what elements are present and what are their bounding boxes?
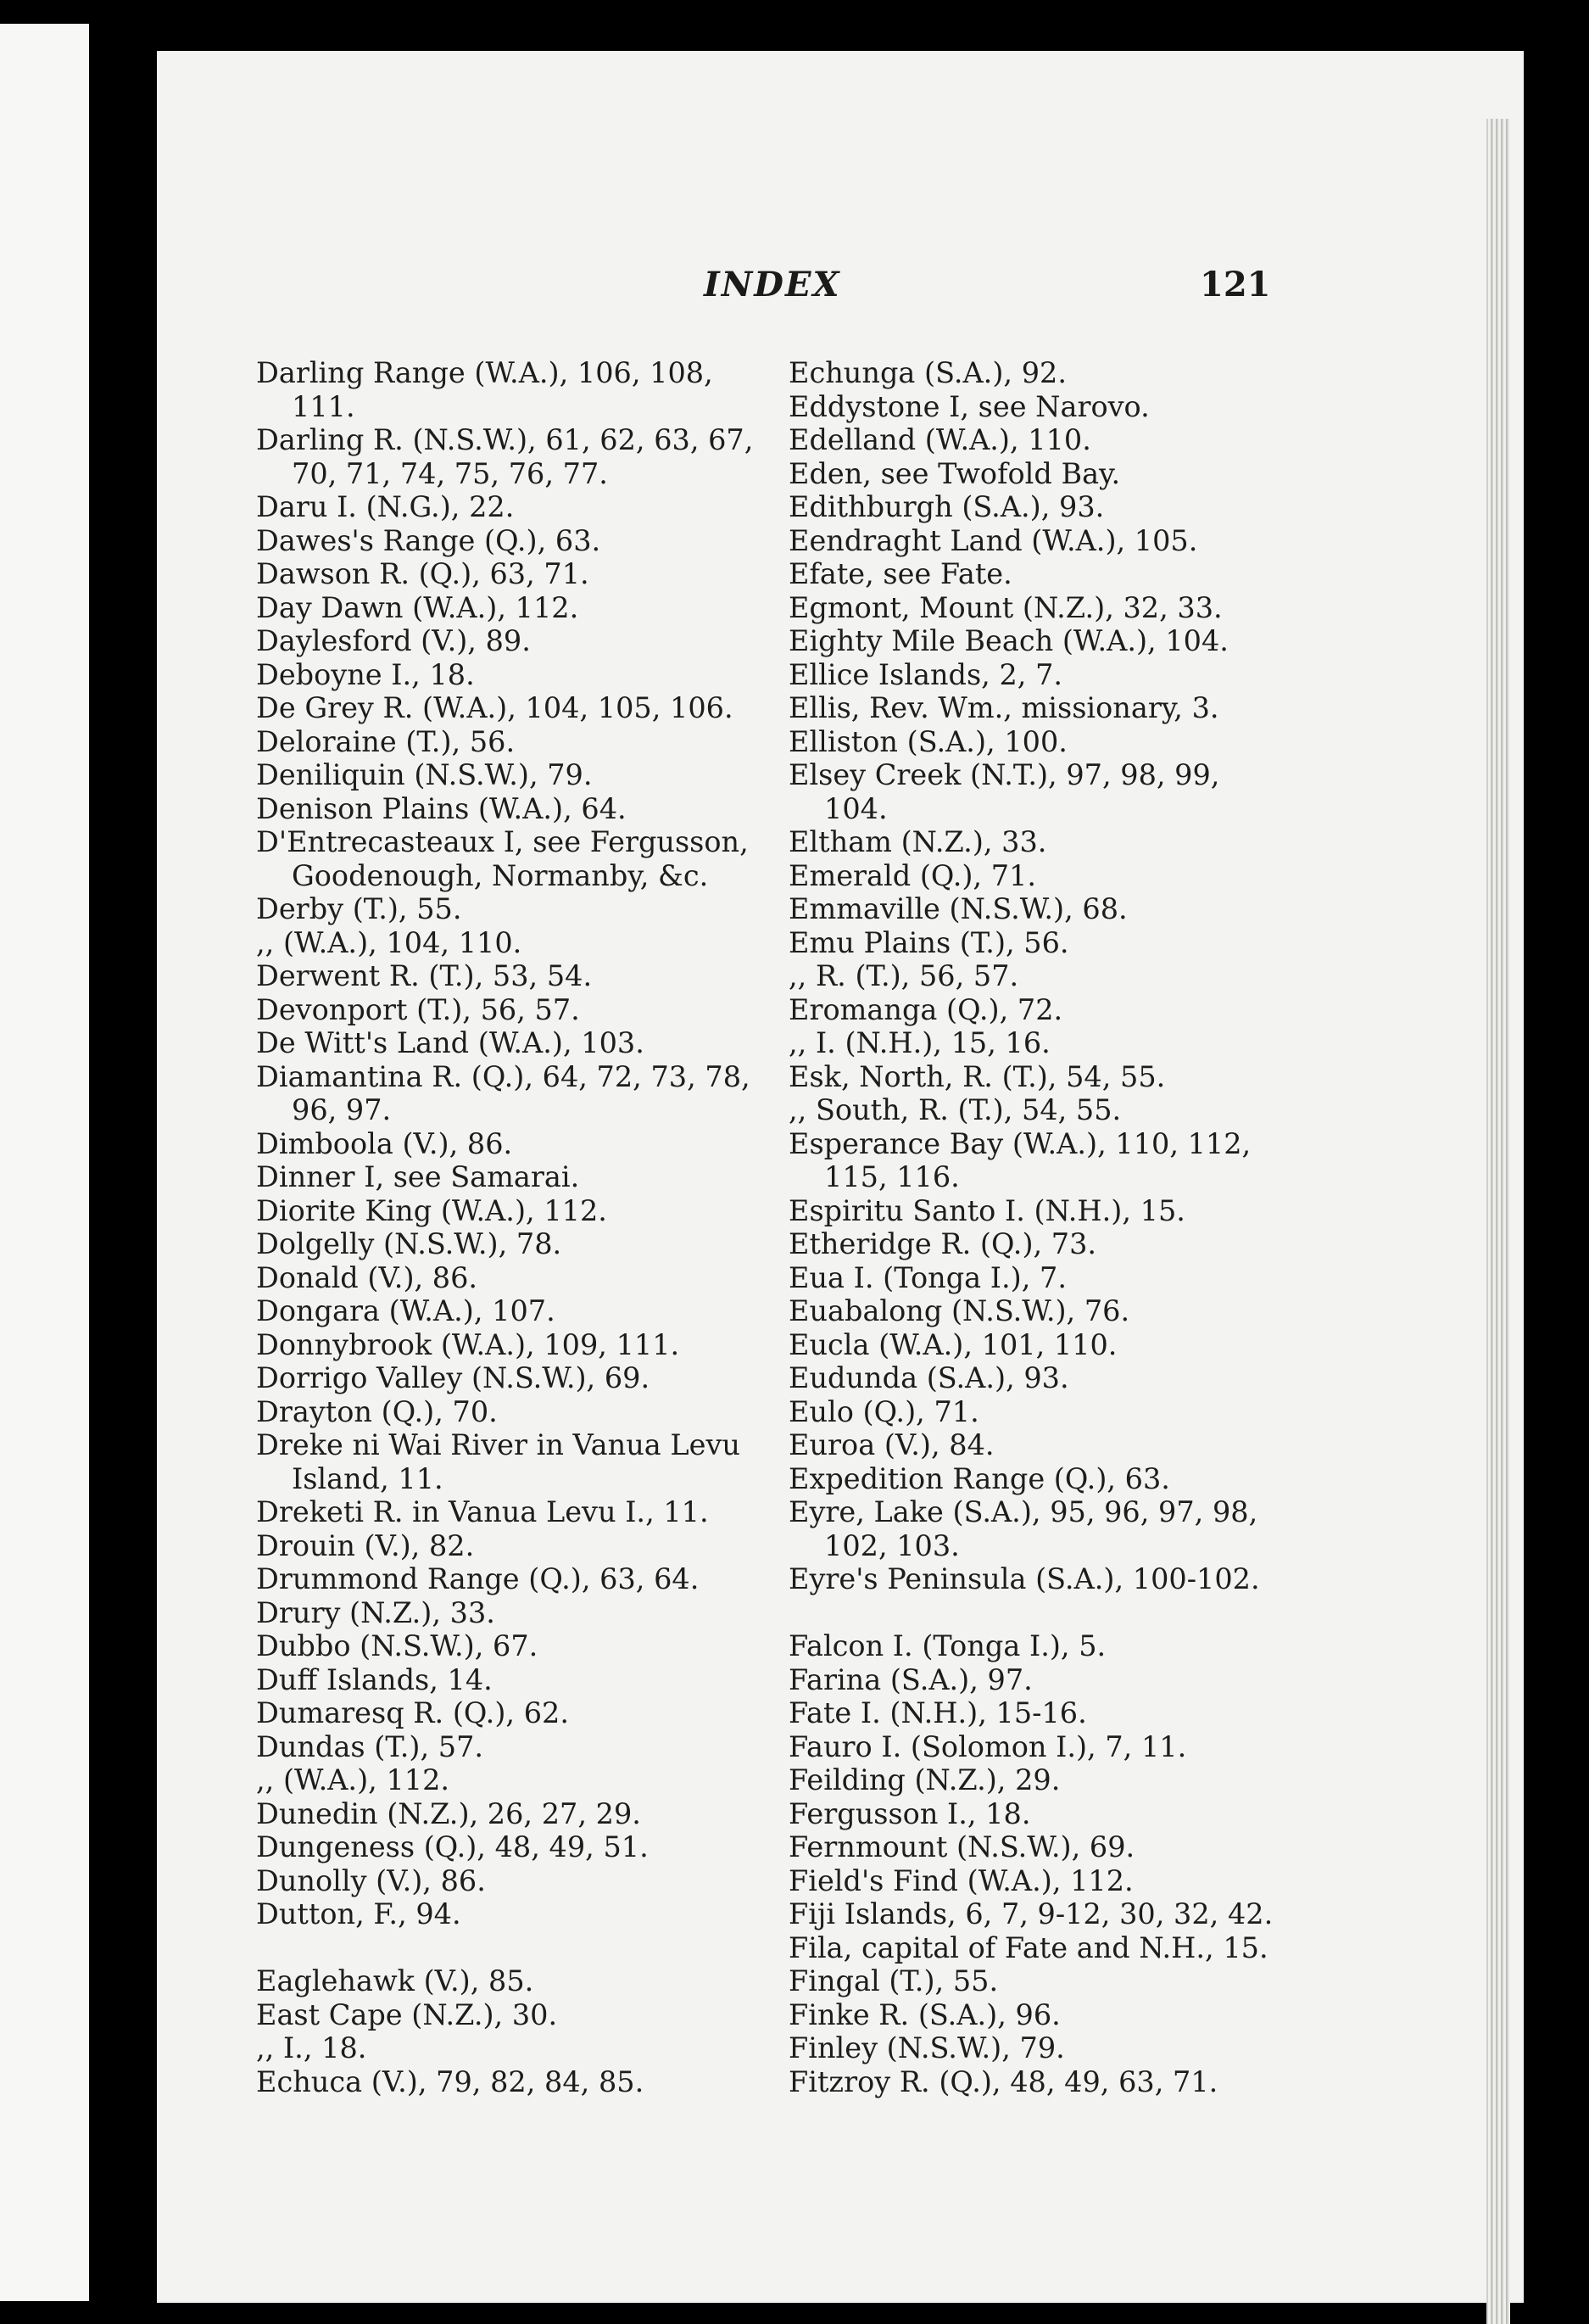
index-entry: Elliston (S.A.), 100. <box>789 724 1068 758</box>
index-entry: Eyre's Peninsula (S.A.), 100-102. <box>789 1562 1260 1595</box>
index-entry: Dreketi R. in Vanua Levu I., 11. <box>256 1495 709 1528</box>
index-entry: Esperance Bay (W.A.), 110, 112, 115, 116. <box>789 1126 1252 1193</box>
index-entry: Donnybrook (W.A.), 109, 111. <box>256 1327 680 1361</box>
index-entry: Egmont, Mount (N.Z.), 32, 33. <box>789 590 1223 624</box>
index-entry: Ellice Islands, 2, 7. <box>789 657 1063 691</box>
index-entry: Eromanga (Q.), 72. <box>789 992 1063 1026</box>
index-entry: Diamantina R. (Q.), 64, 72, 73, 78, 96, 97. <box>256 1059 750 1126</box>
index-column-left <box>256 356 756 2098</box>
index-entry: Drouin (V.), 82. <box>256 1528 475 1562</box>
index-entry: Fernmount (N.S.W.), 69. <box>789 1830 1135 1863</box>
index-entry: Dongara (W.A.), 107. <box>256 1294 555 1327</box>
index-entry: ,, (W.A.), 112. <box>256 1763 450 1796</box>
section-gap <box>256 1931 756 1965</box>
index-entry: Eyre, Lake (S.A.), 95, 96, 97, 98, 102, 103. <box>789 1495 1258 1562</box>
index-entry: Fiji Islands, 6, 7, 9-12, 30, 32, 42. <box>789 1897 1274 1930</box>
index-entry: Elsey Creek (N.T.), 97, 98, 99, 104. <box>789 758 1220 825</box>
index-entry: Efate, see Fate. <box>789 557 1012 590</box>
index-entry: Euroa (V.), 84. <box>789 1428 995 1461</box>
index-entry: Eulo (Q.), 71. <box>789 1394 979 1428</box>
index-entry: ,, (W.A.), 104, 110. <box>256 925 522 959</box>
index-entry: Denison Plains (W.A.), 64. <box>256 791 627 825</box>
index-entry: East Cape (N.Z.), 30. <box>256 1997 558 2031</box>
index-entry: Feilding (N.Z.), 29. <box>789 1763 1061 1796</box>
index-entry: Deniliquin (N.S.W.), 79. <box>256 758 593 791</box>
index-entry: Drayton (Q.), 70. <box>256 1394 498 1428</box>
index-entry: Deloraine (T.), 56. <box>256 724 516 758</box>
index-entry: D'Entrecasteaux I, see Fergusson, Goodenough, Normanby, &c. <box>256 825 749 892</box>
index-entry: Eltham (N.Z.), 33. <box>789 825 1047 858</box>
index-entry: Dinner I, see Samarai. <box>256 1160 580 1193</box>
index-entry: Eighty Mile Beach (W.A.), 104. <box>789 624 1229 657</box>
index-entry: Eua I. (Tonga I.), 7. <box>789 1260 1068 1294</box>
index-entry: Ellis, Rev. Wm., missionary, 3. <box>789 691 1219 724</box>
index-entry: Espiritu Santo I. (N.H.), 15. <box>789 1193 1185 1227</box>
index-entry: De Witt's Land (W.A.), 103. <box>256 1026 644 1059</box>
index-entry: Fitzroy R. (Q.), 48, 49, 63, 71. <box>789 2064 1218 2098</box>
index-entry: Dorrigo Valley (N.S.W.), 69. <box>256 1361 650 1394</box>
index-entry: Daylesford (V.), 89. <box>256 624 531 657</box>
index-entry: Deboyne I., 18. <box>256 657 475 691</box>
index-entry: Dumaresq R. (Q.), 62. <box>256 1696 569 1729</box>
index-column-right <box>789 356 1289 2098</box>
index-entry: Farina (S.A.), 97. <box>789 1662 1033 1696</box>
index-entry: Expedition Range (Q.), 63. <box>789 1461 1170 1495</box>
index-entry: Field's Find (W.A.), 112. <box>789 1863 1134 1897</box>
index-entry: Darling Range (W.A.), 106, 108, 111. <box>256 356 713 423</box>
index-entry: Drury (N.Z.), 33. <box>256 1595 495 1629</box>
index-entry: Darling R. (N.S.W.), 61, 62, 63, 67, 70, 71, 74, 75, 76, 77. <box>256 423 754 490</box>
index-entry: Drummond Range (Q.), 63, 64. <box>256 1562 700 1595</box>
index-entry: Fingal (T.), 55. <box>789 1964 999 1997</box>
index-entry: Devonport (T.), 56, 57. <box>256 992 580 1026</box>
index-entry: Esk, North, R. (T.), 54, 55. <box>789 1059 1166 1093</box>
index-entry: Dubbo (N.S.W.), 67. <box>256 1629 538 1662</box>
index-entry: Day Dawn (W.A.), 112. <box>256 590 579 624</box>
index-entry: Dunolly (V.), 86. <box>256 1863 486 1897</box>
page-number: 121 <box>1200 265 1271 304</box>
index-entry: Dawes's Range (Q.), 63. <box>256 523 601 557</box>
running-header <box>157 265 1524 316</box>
index-entry: Eendraght Land (W.A.), 105. <box>789 523 1198 557</box>
index-entry: Donald (V.), 86. <box>256 1260 478 1294</box>
index-entry: ,, South, R. (T.), 54, 55. <box>789 1093 1122 1126</box>
index-entry: Fauro I. (Solomon I.), 7, 11. <box>789 1729 1187 1763</box>
index-entry: Diorite King (W.A.), 112. <box>256 1193 607 1227</box>
index-entry: Fate I. (N.H.), 15-16. <box>789 1696 1087 1729</box>
index-entry: Emu Plains (T.), 56. <box>789 925 1069 959</box>
index-entry: Dundas (T.), 57. <box>256 1729 484 1763</box>
index-entry: Dunedin (N.Z.), 26, 27, 29. <box>256 1796 641 1830</box>
index-entry: Emmaville (N.S.W.), 68. <box>789 892 1128 925</box>
index-entry: Derwent R. (T.), 53, 54. <box>256 959 593 992</box>
index-entry: Edithburgh (S.A.), 93. <box>789 490 1105 523</box>
index-entry: Dungeness (Q.), 48, 49, 51. <box>256 1830 649 1863</box>
index-entry: Echunga (S.A.), 92. <box>789 356 1067 389</box>
index-entry: Dimboola (V.), 86. <box>256 1126 513 1160</box>
facing-page-edge <box>0 24 89 2301</box>
index-entry: De Grey R. (W.A.), 104, 105, 106. <box>256 691 733 724</box>
book-gutter <box>89 0 157 2307</box>
index-entry: Etheridge R. (Q.), 73. <box>789 1227 1097 1260</box>
index-page <box>157 51 1524 2303</box>
index-entry: ,, I., 18. <box>256 2031 367 2064</box>
index-entry: Falcon I. (Tonga I.), 5. <box>789 1629 1107 1662</box>
index-entry: Eaglehawk (V.), 85. <box>256 1964 534 1997</box>
index-entry: ,, I. (N.H.), 15, 16. <box>789 1026 1051 1059</box>
index-entry: Edelland (W.A.), 110. <box>789 423 1091 456</box>
index-entry: Dutton, F., 94. <box>256 1897 461 1930</box>
index-entry: Daru I. (N.G.), 22. <box>256 490 515 523</box>
index-entry: Finke R. (S.A.), 96. <box>789 1997 1061 2031</box>
index-entry: Duff Islands, 14. <box>256 1662 493 1696</box>
index-entry: Eucla (W.A.), 101, 110. <box>789 1327 1118 1361</box>
index-entry: Euabalong (N.S.W.), 76. <box>789 1294 1130 1327</box>
index-entry: Eddystone I, see Narovo. <box>789 389 1150 423</box>
index-entry: Fila, capital of Fate and N.H., 15. <box>789 1930 1268 1964</box>
page-title: INDEX <box>704 265 841 304</box>
index-entry: Fergusson I., 18. <box>789 1796 1031 1830</box>
index-entry: Dawson R. (Q.), 63, 71. <box>256 557 589 590</box>
index-entry: Eudunda (S.A.), 93. <box>789 1361 1069 1394</box>
index-entry: Finley (N.S.W.), 79. <box>789 2031 1065 2064</box>
index-entry: Dolgelly (N.S.W.), 78. <box>256 1227 562 1260</box>
index-entry: Echuca (V.), 79, 82, 84, 85. <box>256 2064 644 2098</box>
page-stack-edge <box>1486 119 1510 2324</box>
section-gap <box>789 1596 1289 1630</box>
index-entry: ,, R. (T.), 56, 57. <box>789 959 1019 992</box>
index-entry: Eden, see Twofold Bay. <box>789 456 1121 490</box>
index-entry: Derby (T.), 55. <box>256 892 462 925</box>
index-entry: Dreke ni Wai River in Vanua Levu Island, 11. <box>256 1428 740 1495</box>
index-entry: Emerald (Q.), 71. <box>789 858 1036 892</box>
